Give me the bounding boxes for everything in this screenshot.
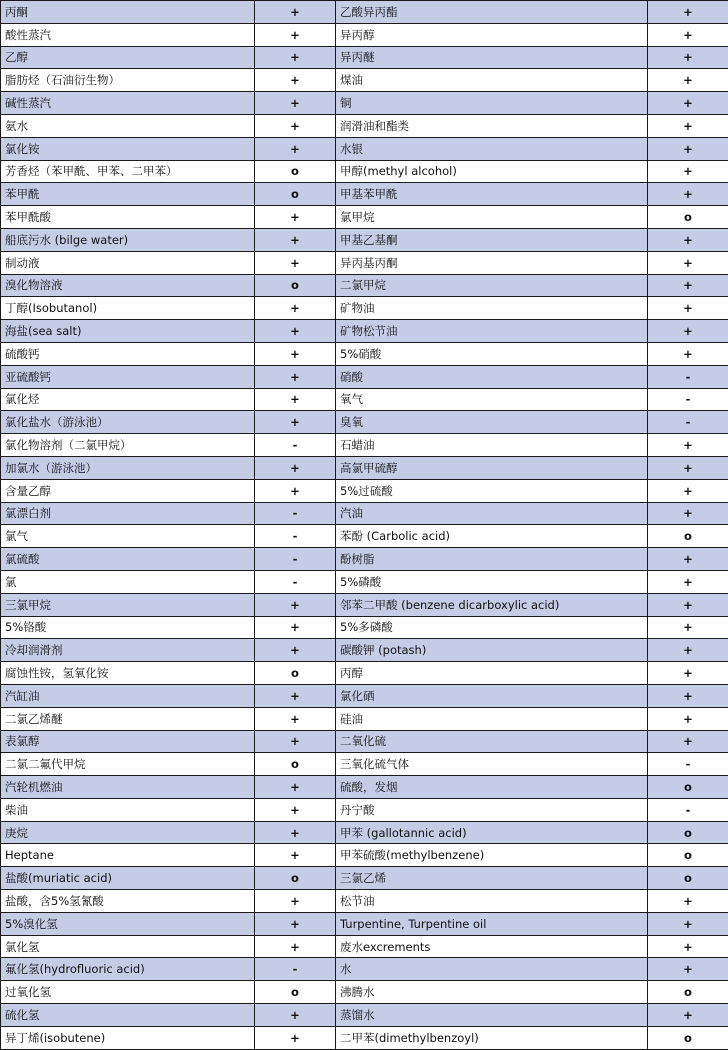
left-chemical-name: 乙醇 bbox=[1, 46, 255, 69]
right-resistance-rating: + bbox=[648, 456, 728, 479]
table-row bbox=[1, 137, 728, 160]
table-row bbox=[1, 228, 728, 251]
right-chemical-name: 二甲苯(dimethylbenzoyl) bbox=[336, 1026, 648, 1049]
left-chemical-name: 硫酸钙 bbox=[1, 342, 255, 365]
table-row bbox=[1, 867, 728, 890]
table-row bbox=[1, 251, 728, 274]
right-resistance-rating: + bbox=[648, 342, 728, 365]
left-chemical-name: 制动液 bbox=[1, 251, 255, 274]
left-chemical-name: 亚硫酸钙 bbox=[1, 365, 255, 388]
right-resistance-rating: o bbox=[648, 776, 728, 799]
right-resistance-rating: + bbox=[648, 434, 728, 457]
right-resistance-rating: + bbox=[648, 251, 728, 274]
right-resistance-rating: + bbox=[648, 160, 728, 183]
table-row bbox=[1, 92, 728, 115]
right-chemical-name: 甲基苯甲酰 bbox=[336, 183, 648, 206]
left-resistance-rating: + bbox=[255, 342, 336, 365]
left-resistance-rating: - bbox=[255, 502, 336, 525]
table-row bbox=[1, 479, 728, 502]
left-resistance-rating: o bbox=[255, 183, 336, 206]
right-resistance-rating: o bbox=[648, 206, 728, 229]
left-chemical-name: 海盐(sea salt) bbox=[1, 320, 255, 343]
right-chemical-name: 氧气 bbox=[336, 388, 648, 411]
left-resistance-rating: + bbox=[255, 844, 336, 867]
left-chemical-name: 汽缸油 bbox=[1, 684, 255, 707]
left-resistance-rating: + bbox=[255, 616, 336, 639]
table-row bbox=[1, 206, 728, 229]
right-chemical-name: 二氧化硫 bbox=[336, 730, 648, 753]
table-row bbox=[1, 662, 728, 685]
table-row bbox=[1, 342, 728, 365]
right-resistance-rating: - bbox=[648, 411, 728, 434]
left-resistance-rating: + bbox=[255, 114, 336, 137]
right-chemical-name: 苯酚 (Carbolic acid) bbox=[336, 525, 648, 548]
right-chemical-name: 硫酸，发烟 bbox=[336, 776, 648, 799]
left-chemical-name: 苯甲酰 bbox=[1, 183, 255, 206]
right-chemical-name: 甲苯硫酸(methylbenzene) bbox=[336, 844, 648, 867]
table-row bbox=[1, 1026, 728, 1049]
right-chemical-name: 水银 bbox=[336, 137, 648, 160]
left-resistance-rating: + bbox=[255, 639, 336, 662]
left-resistance-rating: + bbox=[255, 206, 336, 229]
table-row bbox=[1, 593, 728, 616]
table-row bbox=[1, 570, 728, 593]
right-resistance-rating: + bbox=[648, 46, 728, 69]
table-row bbox=[1, 456, 728, 479]
left-resistance-rating: + bbox=[255, 1, 336, 24]
right-resistance-rating: o bbox=[648, 981, 728, 1004]
left-chemical-name: 异丁烯(isobutene) bbox=[1, 1026, 255, 1049]
right-resistance-rating: + bbox=[648, 593, 728, 616]
left-resistance-rating: + bbox=[255, 1004, 336, 1027]
right-resistance-rating: - bbox=[648, 753, 728, 776]
left-chemical-name: 氯化物溶剂（二氯甲烷） bbox=[1, 434, 255, 457]
left-resistance-rating: + bbox=[255, 479, 336, 502]
left-chemical-name: 氯化烃 bbox=[1, 388, 255, 411]
left-chemical-name: 芳香烃（苯甲酰、甲苯、二甲苯） bbox=[1, 160, 255, 183]
table-row bbox=[1, 434, 728, 457]
left-resistance-rating: + bbox=[255, 411, 336, 434]
left-chemical-name: 丙酮 bbox=[1, 1, 255, 24]
left-resistance-rating: o bbox=[255, 274, 336, 297]
right-chemical-name: 氯化硒 bbox=[336, 684, 648, 707]
table-row bbox=[1, 23, 728, 46]
right-chemical-name: 甲苯 (gallotannic acid) bbox=[336, 821, 648, 844]
left-resistance-rating: o bbox=[255, 981, 336, 1004]
right-chemical-name: 丙醇 bbox=[336, 662, 648, 685]
right-resistance-rating: + bbox=[648, 479, 728, 502]
left-chemical-name: 加氯水（游泳池） bbox=[1, 456, 255, 479]
right-resistance-rating: + bbox=[648, 320, 728, 343]
right-chemical-name: 二氯甲烷 bbox=[336, 274, 648, 297]
right-chemical-name: 铜 bbox=[336, 92, 648, 115]
right-chemical-name: 石蜡油 bbox=[336, 434, 648, 457]
left-resistance-rating: + bbox=[255, 92, 336, 115]
right-chemical-name: 邻苯二甲酸 (benzene dicarboxylic acid) bbox=[336, 593, 648, 616]
table-row bbox=[1, 46, 728, 69]
left-resistance-rating: + bbox=[255, 69, 336, 92]
left-resistance-rating: + bbox=[255, 935, 336, 958]
table-row bbox=[1, 981, 728, 1004]
table-row bbox=[1, 776, 728, 799]
left-chemical-name: Heptane bbox=[1, 844, 255, 867]
right-resistance-rating: + bbox=[648, 23, 728, 46]
right-chemical-name: 水 bbox=[336, 958, 648, 981]
table-row bbox=[1, 639, 728, 662]
left-resistance-rating: - bbox=[255, 548, 336, 571]
right-chemical-name: 矿物油 bbox=[336, 297, 648, 320]
right-chemical-name: 润滑油和酯类 bbox=[336, 114, 648, 137]
right-resistance-rating: + bbox=[648, 69, 728, 92]
left-resistance-rating: - bbox=[255, 525, 336, 548]
left-resistance-rating: - bbox=[255, 958, 336, 981]
right-chemical-name: 乙酸异丙酯 bbox=[336, 1, 648, 24]
right-resistance-rating: + bbox=[648, 684, 728, 707]
left-chemical-name: 氯 bbox=[1, 570, 255, 593]
left-chemical-name: 盐酸，含5%氢氰酸 bbox=[1, 890, 255, 913]
left-resistance-rating: o bbox=[255, 753, 336, 776]
right-chemical-name: 异丙醇 bbox=[336, 23, 648, 46]
right-resistance-rating: o bbox=[648, 844, 728, 867]
right-resistance-rating: + bbox=[648, 912, 728, 935]
right-chemical-name: 蒸馏水 bbox=[336, 1004, 648, 1027]
right-resistance-rating: + bbox=[648, 707, 728, 730]
left-resistance-rating: + bbox=[255, 593, 336, 616]
right-resistance-rating: + bbox=[648, 92, 728, 115]
left-chemical-name: 二氯乙烯醚 bbox=[1, 707, 255, 730]
left-resistance-rating: + bbox=[255, 730, 336, 753]
table-row bbox=[1, 297, 728, 320]
right-chemical-name: 异丙醚 bbox=[336, 46, 648, 69]
table-row bbox=[1, 890, 728, 913]
left-resistance-rating: o bbox=[255, 160, 336, 183]
table-row bbox=[1, 502, 728, 525]
left-chemical-name: 汽轮机燃油 bbox=[1, 776, 255, 799]
right-resistance-rating: + bbox=[648, 183, 728, 206]
left-resistance-rating: + bbox=[255, 1026, 336, 1049]
right-resistance-rating: + bbox=[648, 662, 728, 685]
left-resistance-rating: - bbox=[255, 434, 336, 457]
left-resistance-rating: o bbox=[255, 867, 336, 890]
right-resistance-rating: + bbox=[648, 228, 728, 251]
left-resistance-rating: + bbox=[255, 456, 336, 479]
left-resistance-rating: + bbox=[255, 137, 336, 160]
table-row bbox=[1, 525, 728, 548]
right-chemical-name: 5%磷酸 bbox=[336, 570, 648, 593]
right-chemical-name: 沸腾水 bbox=[336, 981, 648, 1004]
table-row bbox=[1, 320, 728, 343]
left-chemical-name: 二氯二氟代甲烷 bbox=[1, 753, 255, 776]
right-chemical-name: 煤油 bbox=[336, 69, 648, 92]
right-resistance-rating: + bbox=[648, 730, 728, 753]
left-resistance-rating: + bbox=[255, 912, 336, 935]
left-resistance-rating: + bbox=[255, 890, 336, 913]
right-resistance-rating: + bbox=[648, 548, 728, 571]
left-resistance-rating: + bbox=[255, 251, 336, 274]
right-chemical-name: 5%多磷酸 bbox=[336, 616, 648, 639]
left-chemical-name: 硫化氢 bbox=[1, 1004, 255, 1027]
right-resistance-rating: + bbox=[648, 1, 728, 24]
right-resistance-rating: + bbox=[648, 1004, 728, 1027]
table-row bbox=[1, 388, 728, 411]
table-row bbox=[1, 844, 728, 867]
right-resistance-rating: + bbox=[648, 502, 728, 525]
right-resistance-rating: + bbox=[648, 114, 728, 137]
left-chemical-name: 脂肪烃（石油衍生物） bbox=[1, 69, 255, 92]
right-chemical-name: 甲基乙基酮 bbox=[336, 228, 648, 251]
right-resistance-rating: + bbox=[648, 890, 728, 913]
left-chemical-name: 船底污水 (bilge water) bbox=[1, 228, 255, 251]
right-resistance-rating: o bbox=[648, 1026, 728, 1049]
left-chemical-name: 溴化物溶液 bbox=[1, 274, 255, 297]
table-row bbox=[1, 684, 728, 707]
right-chemical-name: 氯甲烷 bbox=[336, 206, 648, 229]
right-resistance-rating: + bbox=[648, 570, 728, 593]
right-resistance-rating: + bbox=[648, 616, 728, 639]
left-resistance-rating: + bbox=[255, 684, 336, 707]
left-chemical-name: 氯硫酸 bbox=[1, 548, 255, 571]
right-resistance-rating: + bbox=[648, 935, 728, 958]
right-chemical-name: 汽油 bbox=[336, 502, 648, 525]
table-row bbox=[1, 753, 728, 776]
table-row bbox=[1, 821, 728, 844]
left-chemical-name: 氯化盐水（游泳池） bbox=[1, 411, 255, 434]
table-row bbox=[1, 1004, 728, 1027]
right-resistance-rating: - bbox=[648, 365, 728, 388]
left-chemical-name: 丁醇(Isobutanol) bbox=[1, 297, 255, 320]
left-chemical-name: 氨水 bbox=[1, 114, 255, 137]
right-resistance-rating: - bbox=[648, 798, 728, 821]
right-resistance-rating: - bbox=[648, 388, 728, 411]
table-row bbox=[1, 160, 728, 183]
right-chemical-name: 松节油 bbox=[336, 890, 648, 913]
left-resistance-rating: + bbox=[255, 365, 336, 388]
table-row bbox=[1, 365, 728, 388]
right-chemical-name: 高氯甲硫醇 bbox=[336, 456, 648, 479]
right-chemical-name: 臭氧 bbox=[336, 411, 648, 434]
left-chemical-name: 氟化氢(hydrofluoric acid) bbox=[1, 958, 255, 981]
left-resistance-rating: + bbox=[255, 320, 336, 343]
table-row bbox=[1, 548, 728, 571]
right-resistance-rating: o bbox=[648, 867, 728, 890]
table-row bbox=[1, 411, 728, 434]
right-chemical-name: 硝酸 bbox=[336, 365, 648, 388]
right-chemical-name: 三氧化硫气体 bbox=[336, 753, 648, 776]
table-row bbox=[1, 798, 728, 821]
right-resistance-rating: + bbox=[648, 958, 728, 981]
right-resistance-rating: o bbox=[648, 821, 728, 844]
left-chemical-name: 氯化氢 bbox=[1, 935, 255, 958]
left-chemical-name: 氯气 bbox=[1, 525, 255, 548]
left-chemical-name: 冷却润滑剂 bbox=[1, 639, 255, 662]
left-chemical-name: 碱性蒸汽 bbox=[1, 92, 255, 115]
table-row bbox=[1, 730, 728, 753]
table-row bbox=[1, 958, 728, 981]
right-chemical-name: 废水excrements bbox=[336, 935, 648, 958]
left-chemical-name: 苯甲酰酸 bbox=[1, 206, 255, 229]
right-resistance-rating: + bbox=[648, 137, 728, 160]
table-row bbox=[1, 1, 728, 24]
left-chemical-name: 盐酸(muriatic acid) bbox=[1, 867, 255, 890]
right-resistance-rating: + bbox=[648, 639, 728, 662]
right-resistance-rating: o bbox=[648, 525, 728, 548]
left-resistance-rating: + bbox=[255, 821, 336, 844]
right-chemical-name: 甲醇(methyl alcohol) bbox=[336, 160, 648, 183]
table-row bbox=[1, 183, 728, 206]
table-row bbox=[1, 114, 728, 137]
right-chemical-name: 三氯乙烯 bbox=[336, 867, 648, 890]
left-chemical-name: 酸性蒸汽 bbox=[1, 23, 255, 46]
left-resistance-rating: + bbox=[255, 707, 336, 730]
left-chemical-name: 5%铬酸 bbox=[1, 616, 255, 639]
right-chemical-name: Turpentine, Turpentine oil bbox=[336, 912, 648, 935]
right-chemical-name: 异丙基丙酮 bbox=[336, 251, 648, 274]
right-chemical-name: 5%硝酸 bbox=[336, 342, 648, 365]
right-chemical-name: 5%过硫酸 bbox=[336, 479, 648, 502]
left-chemical-name: 含量乙醇 bbox=[1, 479, 255, 502]
right-chemical-name: 丹宁酸 bbox=[336, 798, 648, 821]
left-chemical-name: 表氯醇 bbox=[1, 730, 255, 753]
left-resistance-rating: + bbox=[255, 46, 336, 69]
left-chemical-name: 柴油 bbox=[1, 798, 255, 821]
table-row bbox=[1, 935, 728, 958]
table-body bbox=[1, 1, 728, 1050]
left-resistance-rating: o bbox=[255, 662, 336, 685]
left-resistance-rating: + bbox=[255, 388, 336, 411]
table-row bbox=[1, 274, 728, 297]
left-resistance-rating: + bbox=[255, 798, 336, 821]
table-row bbox=[1, 912, 728, 935]
left-chemical-name: 庚烷 bbox=[1, 821, 255, 844]
left-chemical-name: 腐蚀性铵，氢氧化铵 bbox=[1, 662, 255, 685]
table-row bbox=[1, 707, 728, 730]
left-chemical-name: 过氧化氢 bbox=[1, 981, 255, 1004]
left-resistance-rating: + bbox=[255, 297, 336, 320]
table-row bbox=[1, 69, 728, 92]
left-chemical-name: 5%溴化氢 bbox=[1, 912, 255, 935]
right-resistance-rating: + bbox=[648, 274, 728, 297]
right-chemical-name: 酚树脂 bbox=[336, 548, 648, 571]
table-row bbox=[1, 616, 728, 639]
left-resistance-rating: + bbox=[255, 776, 336, 799]
left-chemical-name: 三氯甲烷 bbox=[1, 593, 255, 616]
left-resistance-rating: + bbox=[255, 23, 336, 46]
right-chemical-name: 碳酸钾 (potash) bbox=[336, 639, 648, 662]
right-resistance-rating: + bbox=[648, 297, 728, 320]
left-chemical-name: 氯化铵 bbox=[1, 137, 255, 160]
left-chemical-name: 氯漂白剂 bbox=[1, 502, 255, 525]
left-resistance-rating: + bbox=[255, 228, 336, 251]
right-chemical-name: 硅油 bbox=[336, 707, 648, 730]
left-resistance-rating: - bbox=[255, 570, 336, 593]
right-chemical-name: 矿物松节油 bbox=[336, 320, 648, 343]
